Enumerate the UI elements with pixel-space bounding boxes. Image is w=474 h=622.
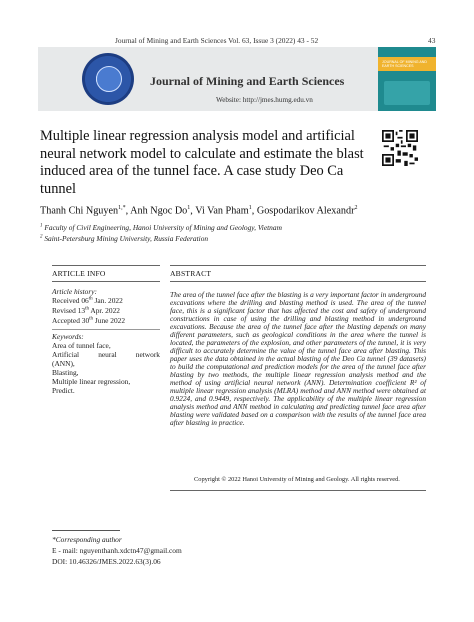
author-list: Thanh Chi Nguyen$^{1,*}$, Anh Ngoc Do$^1$, Vi Van Pham$^1$, Gospodarikov Alexandr$^2$ (40, 205, 358, 217)
keyword: Multiple linear regression, (52, 377, 131, 386)
divider (52, 265, 160, 266)
page-number: 43 (428, 36, 436, 45)
journal-name: Journal of Mining and Earth Sciences (150, 74, 345, 88)
divider (52, 329, 160, 330)
corresponding-author-note: *Corresponding author (52, 535, 122, 544)
qr-code-icon (382, 130, 418, 166)
affiliation-text: Faculty of Civil Engineering, Hanoi University of Mining and Geology, Vietnam (44, 223, 282, 232)
author-name: Gospodarikov Alexandr (256, 205, 355, 217)
doi[interactable]: DOI: 10.46326/JMES.2022.63(3).06 (52, 557, 161, 566)
author-affiliation-mark: 1 (187, 205, 191, 211)
received-date: Received 06th Jan. 2022 (52, 296, 123, 305)
article-info-heading: ARTICLE INFO (52, 269, 106, 278)
author-affiliation-mark: 2 (354, 205, 358, 211)
article-title: Multiple linear regression analysis model and artificial neural network model to calculate and estimate the blast induced area of the tunnel face. A case study Deo Ca tunnel (40, 128, 364, 197)
keyword: Artificial neural network (52, 350, 160, 359)
keyword: Predict. (52, 386, 75, 395)
journal-website[interactable]: Website: http://jmes.humg.edu.vn (216, 96, 313, 104)
divider (170, 281, 426, 282)
accepted-date: Accepted 30th June 2022 (52, 316, 126, 325)
cover-title: JOURNAL OF MINING AND EARTH SCIENCES (382, 60, 427, 69)
history-label: Article history: (52, 287, 97, 296)
affiliation-mark: 1 (40, 223, 43, 229)
affiliation (40, 234, 208, 243)
affiliation-text: Saint-Petersburg Mining University, Russia Federation (44, 234, 209, 243)
affiliation (40, 223, 282, 232)
journal-cover-thumbnail (378, 47, 436, 111)
author-name: Anh Ngoc Do (130, 205, 188, 217)
abstract-heading: ABSTRACT (170, 269, 212, 278)
globe-icon (96, 66, 122, 92)
author-affiliation-mark: 1,* (118, 205, 126, 211)
keyword: Area of tunnel face, (52, 341, 111, 350)
running-head: Journal of Mining and Earth Sciences Vol. 63, Issue 3 (2022) 43 - 52 (115, 36, 319, 45)
keyword: (ANN), (52, 359, 75, 368)
keyword: Blasting, (52, 368, 79, 377)
revised-date: Revised 13th Apr. 2022 (52, 306, 120, 315)
author-name: Thanh Chi Nguyen (40, 205, 119, 217)
divider (52, 281, 160, 282)
footnote-rule (52, 530, 120, 531)
author-email[interactable]: E - mail: nguyenthanh.xdctn47@gmail.com (52, 546, 182, 555)
copyright-notice: Copyright © 2022 Hanoi University of Mining and Geology. All rights reserved. (194, 476, 400, 483)
keywords-label: Keywords: (52, 332, 84, 341)
abstract-text: The area of the tunnel face after the blasting is a very important factor in underground excavations where the drilling and blasting method is used. The area of the tunnel face, this is a significant factor that has affected the cost and safety of underground constructions in case of using the drilling and blasting method in underground excavations. Because the area of the tunnel face after the blasting depends on many different parameters, such as geological conditions in the area where the tunnel is located, the parameters of the explosion, and other parameters of the tunnel, it is very difficult to accurately determine the value of the tunnel face area after blasting. This paper uses the data obtained in the actual blasting of the Deo Ca tunnel (39 datasets) to build the computational and prediction models for the area of the tunnel face after blasting by two methods, the multiple linear regression analysis method and the method of using artificial neural network (ANN). Determination coefficient R² of multiple linear regression analysis (MLRA) method and ANN method were obtained at 0.9224, and 0.9449, respectively. The applicability of the multiple linear regression analysis method and ANN method in calculating and predicting tunnel face area after blasting were validated based on a comparison with the results of the tunnel face area after blasting in practice. (170, 290, 426, 427)
cover-graphic (384, 81, 430, 105)
divider (170, 490, 426, 491)
author-affiliation-mark: 1 (248, 205, 252, 211)
divider (170, 265, 426, 266)
affiliation-mark: 2 (40, 234, 43, 240)
author-name: Vi Van Pham (195, 205, 249, 217)
